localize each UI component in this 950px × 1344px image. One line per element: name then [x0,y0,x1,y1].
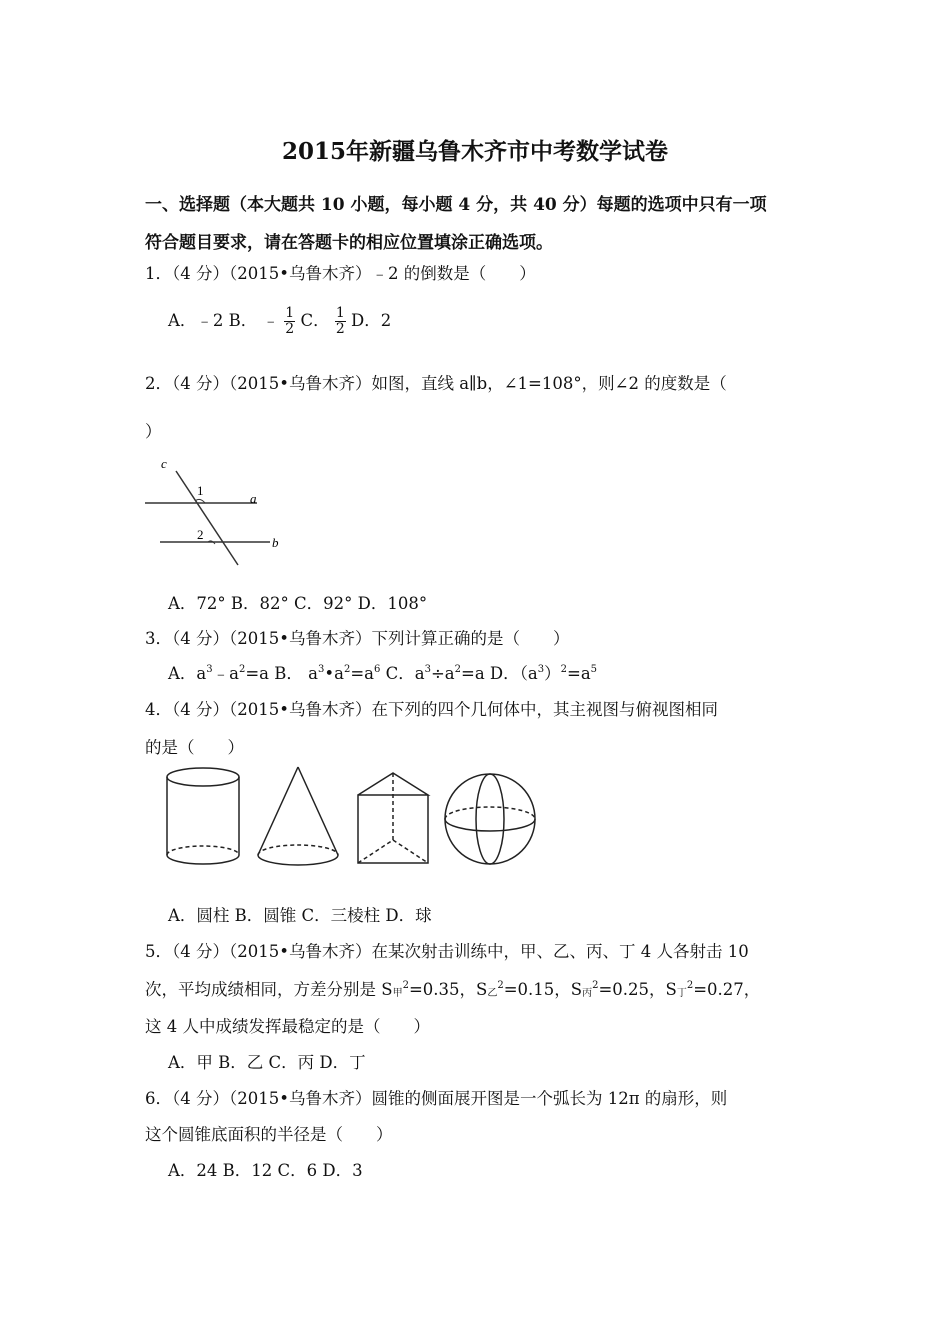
label-a: a [250,491,257,506]
question-5-stem-line1: 5．（4 分）（2015•乌鲁木齐）在某次射击训练中，甲、乙、丙、丁 4 人各射击 10 [145,942,749,961]
q1-option-b-fraction [284,306,295,337]
q3-text: ÷a [430,664,455,683]
q3-sup: 3 [318,664,325,675]
section-heading-line1: 一、选择题（本大题共 10 小题，每小题 4 分，共 40 分）每题的选项中只有一项 [145,195,767,215]
q3-sup: 2 [560,664,567,675]
q1-option-a-b: A．﹣2 B． [168,311,258,330]
q3-sup: 3 [424,664,431,675]
parallel-lines-figure [140,455,290,570]
q3-text: a [308,664,318,683]
q3-sup: 5 [590,664,598,675]
q5-text: =0.35，S [408,980,488,999]
question-2-stem-line2: ） [145,422,162,441]
q5-sup: 2 [592,980,599,991]
question-3-stem: 3．（4 分）（2015•乌鲁木齐）下列计算正确的是（ ） [145,629,570,648]
page-title: 2015年新疆乌鲁木齐市中考数学试卷 [281,138,668,165]
q1-option-c: C． [300,311,330,330]
question-3-options [168,660,597,684]
line-c [176,471,238,565]
q3-text: =a [350,664,374,683]
cylinder-shape [167,768,239,864]
cone-shape [258,767,338,865]
q3-text: =a [567,664,591,683]
question-2-options: A．72° B．82° C．92° D．108° [168,594,428,613]
q3-text: =a D．（a [461,664,538,683]
question-5-options: A．甲 B．乙 C．丙 D．丁 [168,1053,366,1072]
q3-sup: 2 [238,664,246,675]
q5-text: =0.15，S [503,980,583,999]
q3-text: A．a [168,664,207,683]
q5-text: =0.25，S [598,980,677,999]
question-5-stem-line3: 这 4 人中成绩发挥最稳定的是（ ） [145,1017,430,1036]
question-6-stem-line2: 这个圆锥底面积的半径是（ ） [145,1125,393,1144]
question-1-options [168,306,391,337]
label-c: c [161,456,167,471]
q3-text: •a [324,664,344,683]
label-2: 2 [197,527,204,542]
q3-sup: 2 [454,664,462,675]
question-4-stem-line1: 4．（4 分）（2015•乌鲁木齐）在下列的四个几何体中，其主视图与俯视图相同 [145,700,718,719]
q3-sup: 6 [374,664,381,675]
fraction-numerator: 1 [285,305,295,321]
question-4-options: A．圆柱 B．圆锥 C．三棱柱 D．球 [168,906,432,925]
q5-text: =0.27， [693,980,761,999]
q3-text: ） [544,664,561,683]
q5-sub: 丁 [676,988,687,999]
question-4-stem-line2: 的是（ ） [145,738,244,757]
q3-text: =a B． [245,664,303,683]
fraction-numerator: 1 [335,305,345,321]
fraction-denominator: 2 [285,321,295,337]
section-heading-line2: 符合题目要求，请在答题卡的相应位置填涂正确选项。 [145,233,553,253]
q1-option-c-fraction [335,306,346,337]
q5-sup: 2 [686,980,694,991]
question-2-stem-line1: 2．（4 分）（2015•乌鲁木齐）如图，直线 a∥b，∠1=108°，则∠2 的度数是（ [145,374,727,393]
q3-text: C．a [380,664,425,683]
q3-sup: 2 [343,664,351,675]
q1-option-d: D．2 [351,311,392,330]
q5-sub: 甲 [392,988,403,999]
q5-sup: 2 [402,980,409,991]
question-5-stem-line2 [145,976,760,1000]
question-1-stem: 1．（4 分）（2015•乌鲁木齐）﹣2 的倒数是（ ） [145,264,536,283]
q1-option-b-minus: ﹣ [262,311,280,330]
q5-sup: 2 [497,980,504,991]
q5-sub: 丙 [582,988,593,999]
label-1: 1 [197,483,204,498]
q5-text: 次，平均成绩相同，方差分别是 S [145,980,393,999]
q3-sup: 3 [206,664,213,675]
question-6-options: A．24 B．12 C．6 D．3 [168,1161,363,1180]
sphere-shape [445,774,535,864]
q3-text: ﹣a [212,664,239,683]
q3-sup: 3 [537,664,545,675]
fraction-denominator: 2 [335,321,345,337]
question-6-stem-line1: 6．（4 分）（2015•乌鲁木齐）圆锥的侧面展开图是一个弧长为 12π 的扇形，则 [145,1089,728,1108]
solids-figure [150,760,550,875]
triangular-prism-shape [358,773,428,863]
q5-sub: 乙 [487,988,498,999]
label-b: b [272,535,279,550]
